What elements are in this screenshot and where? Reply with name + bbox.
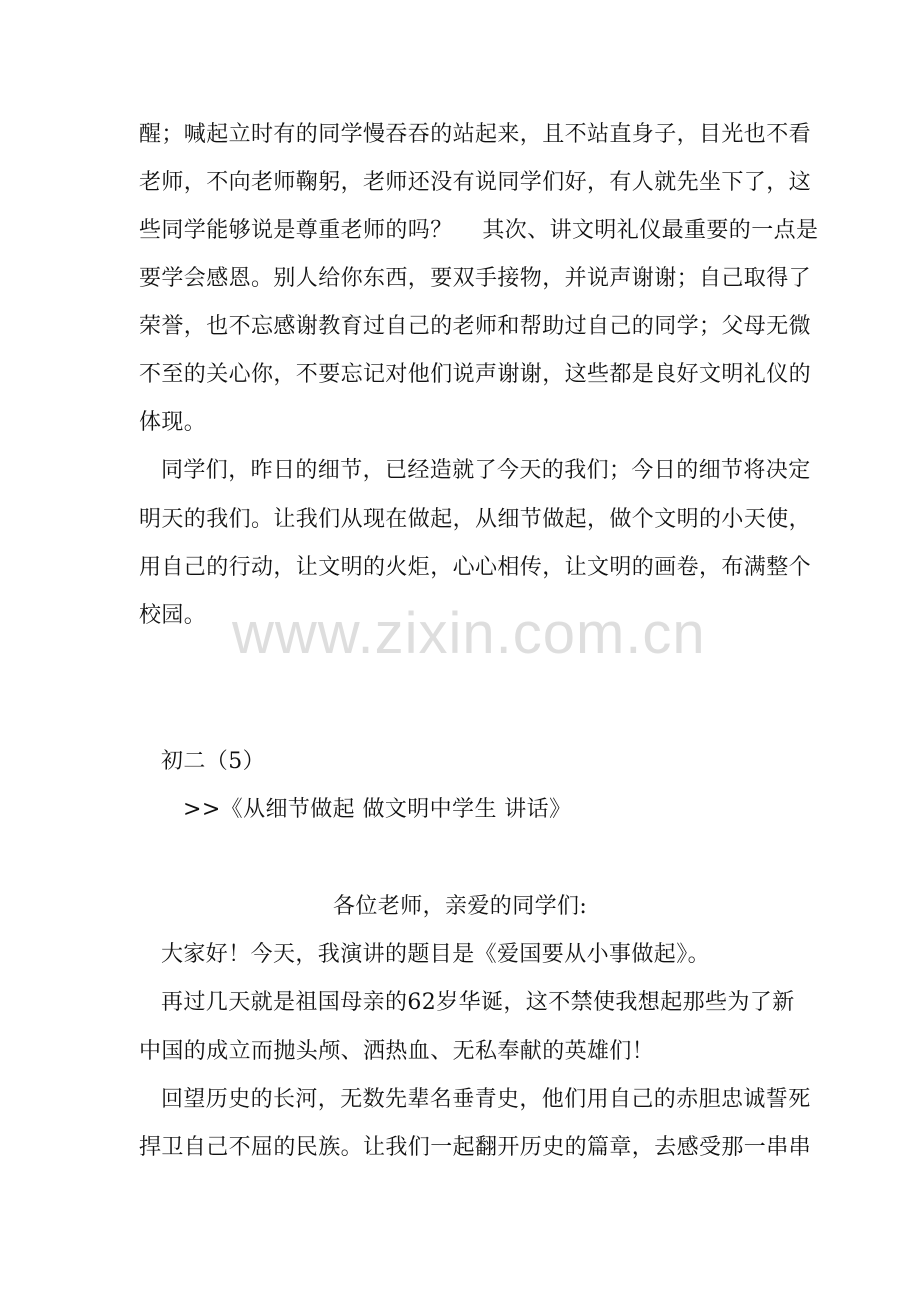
paragraph-line: 老师，不向老师鞠躬，老师还没有说同学们好，有人就先坐下了，这 [139,170,812,195]
paragraph-line: 醒；喊起立时有的同学慢吞吞的站起来，且不站直身子，目光也不看 [139,122,812,147]
salutation: 各位老师，亲爱的同学们: [333,894,588,919]
watermark: www.zixin.com.cn [232,601,706,666]
paragraph-line: 同学们，昨日的细节，已经造就了今天的我们；今日的细节将决定 [161,458,811,483]
paragraph-line: 中国的成立而抛头颅、洒热血、无私奉献的英雄们！ [139,1039,655,1064]
paragraph-line: 再过几天就是祖国母亲的62岁华诞，这不禁使我想起那些为了新 [161,990,795,1015]
paragraph-line: 荣誉，也不忘感谢教育过自己的老师和帮助过自己的同学；父母无微 [139,314,812,339]
paragraph-line: 回望历史的长河，无数先辈名垂青史，他们用自己的赤胆忠诚誓死 [161,1087,811,1112]
paragraph-line: 校园。 [139,603,207,628]
paragraph-line: 明天的我们。让我们从现在做起，从细节做起，做个文明的小天使， [139,507,812,532]
paragraph-line: 体现。 [139,410,207,435]
paragraph-line: 要学会感恩。别人给你东西，要双手接物，并说声谢谢；自己取得了 [139,266,812,291]
paragraph-line: 些同学能够说是尊重老师的吗？ 其次、讲文明礼仪最重要的一点是 [139,218,819,243]
paragraph-line: 捍卫自己不屈的民族。让我们一起翻开历史的篇章，去感受那一串串 [139,1135,812,1160]
paragraph-line: 不至的关心你，不要忘记对他们说声谢谢，这些都是良好文明礼仪的 [139,362,812,387]
paragraph-line: 用自己的行动，让文明的火炬，心心相传，让文明的画卷，布满整个 [139,555,812,580]
speech-title: >>《从细节做起 做文明中学生 讲话》 [183,797,572,822]
intro-line: 大家好！今天，我演讲的题目是《爱国要从小事做起》。 [161,942,711,967]
class-label: 初二（5） [161,749,265,774]
